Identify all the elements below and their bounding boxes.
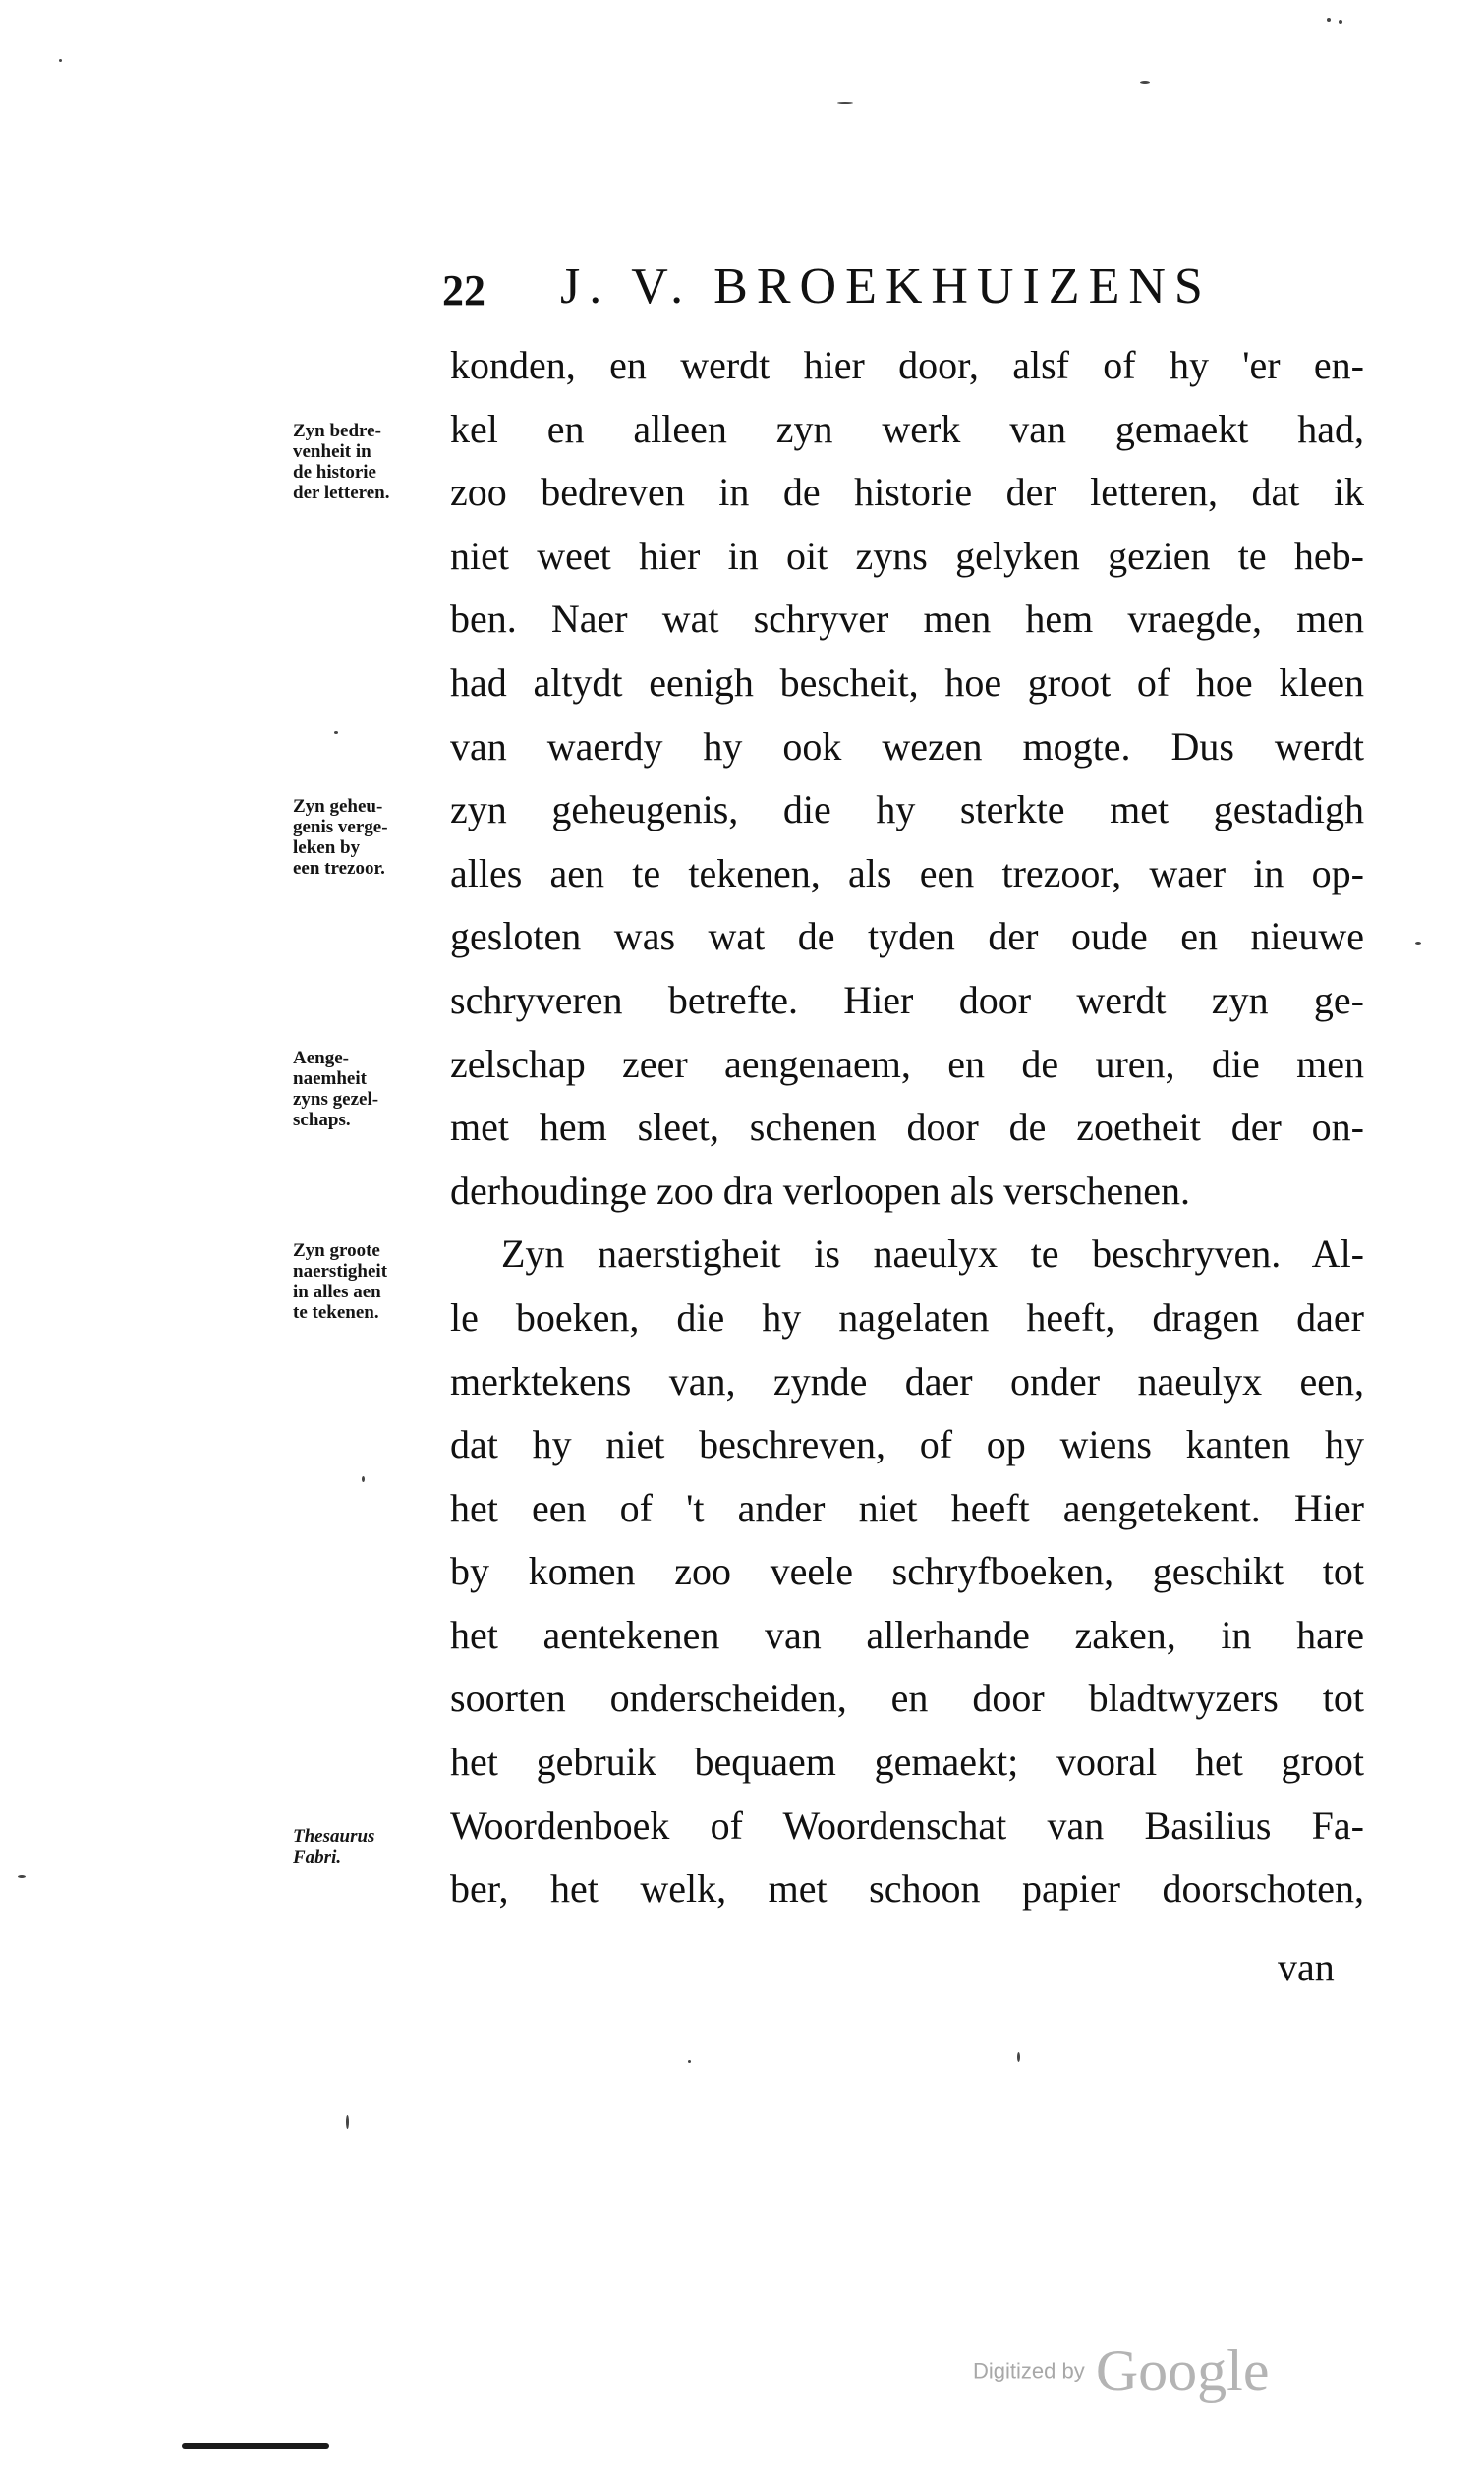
margin-note-line: Aenge- [293,1048,349,1068]
margin-note-line: Thesaurus [293,1826,375,1847]
scan-speck [837,102,853,104]
body-line: zelschap zeer aengenaem, en de uren, die men [450,1041,1364,1086]
page-header [442,258,1327,326]
margin-note-line: de historie [293,462,376,483]
scan-speck [1327,18,1331,22]
margin-note-line: der letteren. [293,483,390,503]
scan-speck [18,1875,26,1878]
scan-edge-mark [182,2443,329,2449]
margin-note-line: schaps. [293,1110,351,1130]
body-line: soorten onderscheiden, en door bladtwyzers tot [450,1676,1364,1721]
margin-note-line: venheit in [293,441,371,462]
body-line: het een of 't ander niet heeft aengetekent. Hier [450,1485,1364,1530]
body-line: konden, en werdt hier door, alsf of hy 'er en- [450,343,1364,387]
margin-note-line: Zyn geheu- [293,796,383,817]
margin-note [293,796,460,879]
body-line: alles aen te tekenen, als een trezoor, waer in op- [450,850,1364,895]
margin-note-line: te tekenen. [293,1302,379,1323]
margin-note [293,1826,460,1867]
scan-speck [688,2060,691,2063]
scan-speck [1415,942,1421,945]
margin-note-line: genis verge- [293,817,388,837]
digitized-by-label: Digitized by [973,2358,1085,2383]
body-line: het aentekenen van allerhande zaken, in hare [450,1612,1364,1657]
margin-note-line: in alles aen [293,1282,381,1302]
body-line: dat hy niet beschreven, of op wiens kanten hy [450,1422,1364,1467]
margin-note-line: een trezoor. [293,858,385,879]
digitized-watermark [973,2337,1269,2405]
margin-note-line: naerstigheit [293,1261,388,1282]
google-logo: Google [1095,2338,1270,2403]
scan-speck [334,731,338,734]
body-line: merktekens van, zynde daer onder naeulyx een, [450,1358,1364,1404]
body-line: Woordenboek of Woordenschat van Basilius Fa- [450,1803,1364,1848]
body-line: derhoudinge zoo dra verloopen als verschenen. [450,1168,1191,1213]
body-line: van waerdy hy ook wezen mogte. Dus werdt [450,723,1364,769]
margin-note-line: Zyn bedre- [293,421,381,441]
scan-speck [1140,81,1150,84]
margin-note [293,1048,460,1130]
margin-note [293,1240,460,1323]
scan-speck [362,1476,365,1482]
body-line: ben. Naer wat schryver men hem vraegde, men [450,597,1364,642]
body-line: had altydt eenigh bescheit, hoe groot of hoe kleen [450,659,1364,705]
margin-note-line: zyns gezel- [293,1089,379,1110]
page-number: 22 [442,266,485,315]
margin-note-line: leken by [293,837,361,858]
body-line: kel en alleen zyn werk van gemaekt had, [450,406,1364,451]
scan-speck [1017,2052,1020,2062]
margin-note-line: naemheit [293,1068,367,1089]
margin-note-line: Fabri. [293,1847,342,1867]
body-line: le boeken, die hy nagelaten heeft, dragen daer [450,1294,1364,1340]
body-line: by komen zoo veele schryfboeken, geschikt tot [450,1549,1364,1594]
body-line: niet weet hier in oit zyns gelyken gezien te heb- [450,533,1364,578]
scan-speck [346,2115,349,2129]
scan-speck [1339,20,1342,24]
body-line: gesloten was wat de tyden der oude en nieuwe [450,914,1364,959]
running-title: J. V. BROEKHUIZENS [560,258,1212,315]
catchword: van [1278,1945,1335,1989]
margin-note-line: Zyn groote [293,1240,380,1261]
body-line: het gebruik bequaem gemaekt; vooral het groot [450,1740,1364,1785]
body-line: zoo bedreven in de historie der letteren, dat ik [450,470,1364,515]
body-line: Zyn naerstigheit is naeulyx te beschryven. Al- [501,1232,1364,1277]
body-line: zyn geheugenis, die hy sterkte met gestadigh [450,787,1364,832]
body-line: ber, het welk, met schoon papier doorschoten, [450,1866,1364,1912]
body-text [450,334,1364,1921]
body-line: met hem sleet, schenen door de zoetheit der on- [450,1105,1364,1150]
scan-speck [59,59,62,62]
margin-note [293,421,460,503]
body-line: schryveren betrefte. Hier door werdt zyn ge- [450,977,1364,1022]
